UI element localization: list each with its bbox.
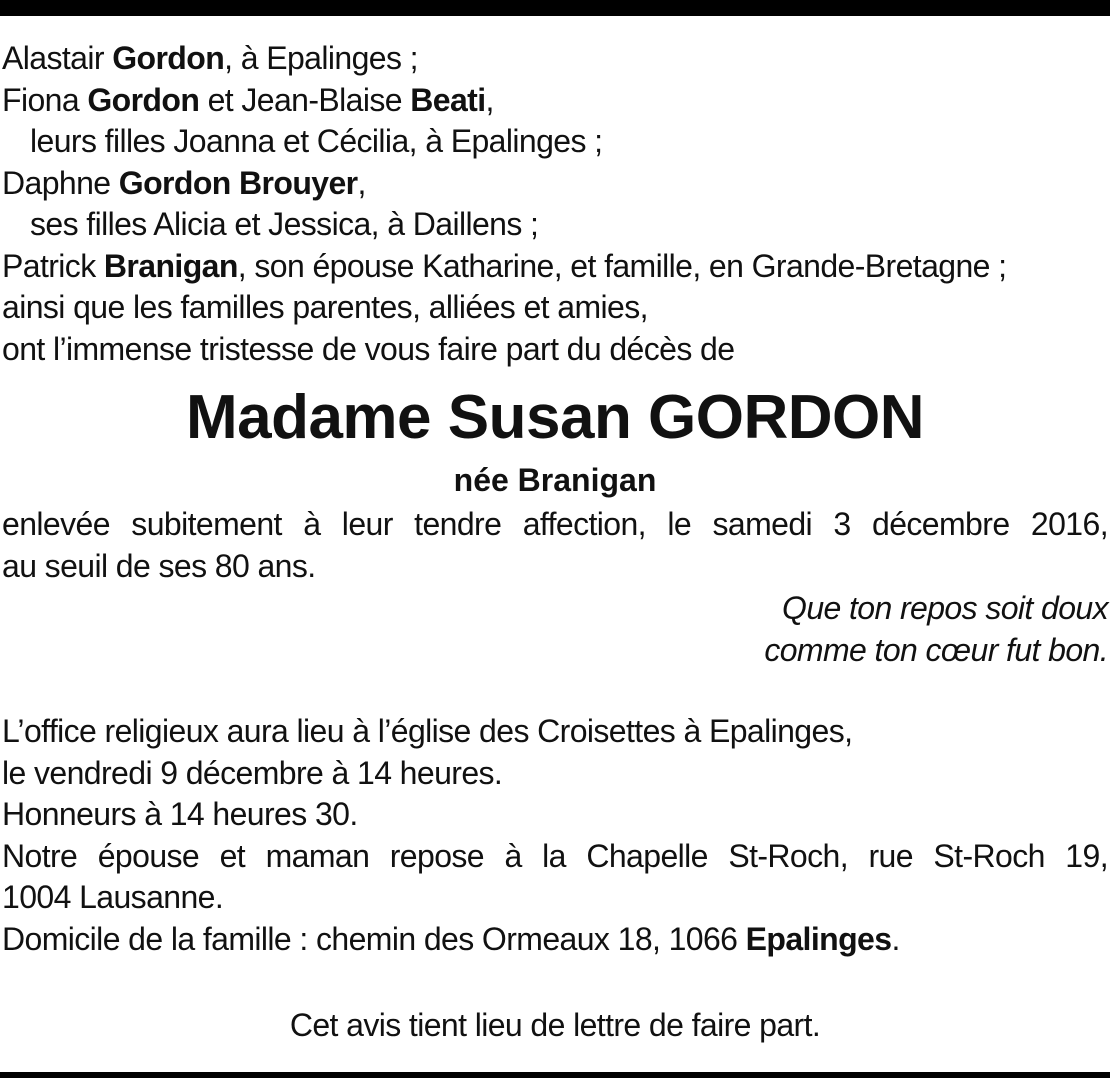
verse-line-1: Que ton repos soit doux <box>782 590 1108 626</box>
family-line-daphne-daughters: ses filles Alicia et Jessica, à Daillens ; <box>30 206 539 242</box>
footer-note: Cet avis tient lieu de lettre de faire part. <box>289 1007 821 1043</box>
family-line-relatives: ainsi que les familles parentes, alliées et amies, <box>2 289 648 325</box>
bottom-rule <box>0 1072 1110 1078</box>
family-domicile-line: Domicile de la famille : chemin des Ormeaux 18, 1066 Epalinges. <box>2 920 900 957</box>
deceased-name: Madame Susan GORDON <box>185 383 925 452</box>
honours-line: Honneurs à 14 heures 30. <box>2 796 358 832</box>
spacer <box>2 671 1108 711</box>
family-line-daphne: Daphne Gordon Brouyer, <box>2 164 366 201</box>
death-details-line: enlevée subitement à leur tendre affection, le samedi 3 décembre 2016, <box>2 506 1108 542</box>
family-line-fiona: Fiona Gordon et Jean-Blaise Beati, <box>2 81 494 118</box>
age-line: au seuil de ses 80 ans. <box>2 547 316 584</box>
chapel-city-line: 1004 Lausanne. <box>2 879 224 915</box>
verse-line-2: comme ton cœur fut bon. <box>764 632 1108 668</box>
top-rule <box>0 0 1110 16</box>
family-line-alastair: Alastair Gordon, à Epalinges ; <box>2 40 418 76</box>
family-line-patrick: Patrick Branigan, son épouse Katharine, et famille, en Grande-Bretagne ; <box>2 247 1007 284</box>
chapel-line: Notre épouse et maman repose à la Chapelle St-Roch, rue St-Roch 19, <box>2 837 1108 874</box>
ceremony-date-line: le vendredi 9 décembre à 14 heures. <box>2 754 503 791</box>
family-line-fiona-daughters: leurs filles Joanna et Cécilia, à Epalinges ; <box>30 123 603 159</box>
deceased-maiden-name: née Branigan <box>453 462 657 498</box>
ceremony-line: L’office religieux aura lieu à l’église des Croisettes à Epalinges, <box>2 713 853 749</box>
obituary-notice <box>2 38 1108 1046</box>
family-line-announcement: ont l’immense tristesse de vous faire part du décès de <box>2 330 735 367</box>
